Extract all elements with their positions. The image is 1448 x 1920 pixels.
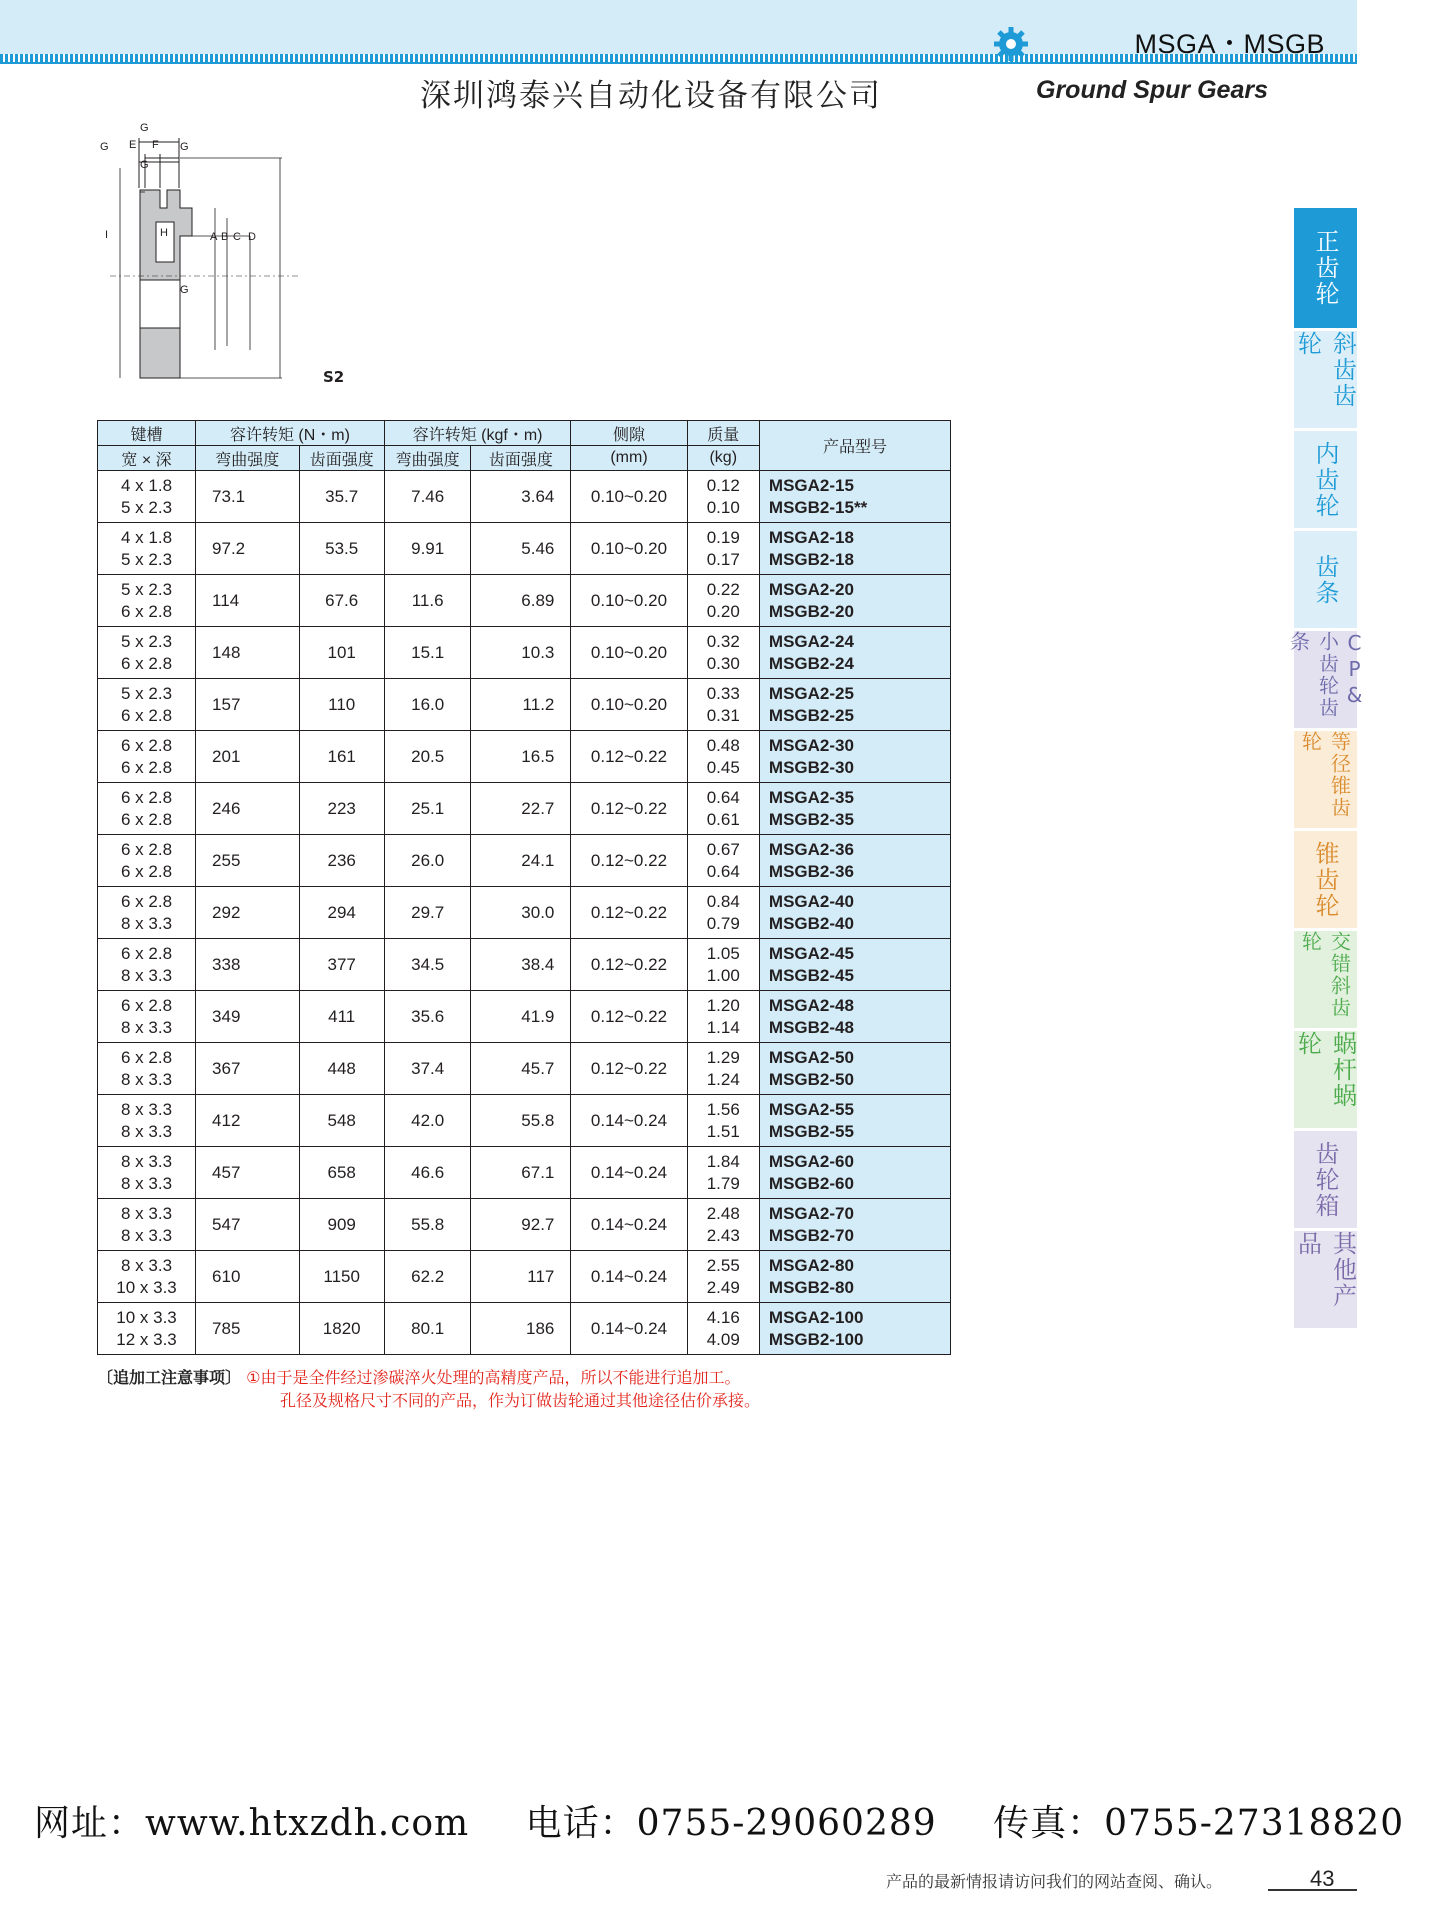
gear-icon <box>993 26 1029 62</box>
torque-kgf-surface: 67.1 <box>471 1147 571 1199</box>
drawing-type-label: S2 <box>323 368 345 386</box>
mass-a: 1.20 <box>706 995 740 1015</box>
part-number-b: MSGB2-25 <box>768 705 854 725</box>
sidebar-tab[interactable] <box>1294 208 1357 328</box>
part-number-b: MSGB2-30 <box>768 757 854 777</box>
keyway-b: 6 x 2.8 <box>121 861 173 881</box>
mass-a: 0.64 <box>706 787 740 807</box>
mass-b: 0.61 <box>706 809 740 829</box>
product-subtitle: Ground Spur Gears <box>1036 76 1268 104</box>
keyway-a: 8 x 3.3 <box>121 1151 173 1171</box>
keyway-b: 5 x 2.3 <box>121 549 173 569</box>
part-number-b: MSGB2-18 <box>768 549 854 569</box>
keyway-b: 8 x 3.3 <box>121 913 173 933</box>
torque-nm-bending: 292 <box>196 887 299 939</box>
torque-kgf-bending: 16.0 <box>384 679 471 731</box>
th-torque-kgf: 容许转矩 (kgf・m) <box>384 421 571 446</box>
sidebar-tab[interactable] <box>1294 531 1357 628</box>
mass-a: 2.55 <box>706 1255 740 1275</box>
mass-b: 0.45 <box>706 757 740 777</box>
torque-nm-bending: 367 <box>196 1043 299 1095</box>
notes-line-2: 孔径及规格尺寸不同的产品，作为订做齿轮通过其他途径估价承接。 <box>280 1391 761 1410</box>
th-part-number: 产品型号 <box>759 421 950 471</box>
mass-b: 0.10 <box>706 497 740 517</box>
torque-nm-bending: 457 <box>196 1147 299 1199</box>
table-row <box>98 471 951 523</box>
table-row <box>98 1251 951 1303</box>
torque-kgf-surface: 5.46 <box>471 523 571 575</box>
torque-nm-bending: 255 <box>196 835 299 887</box>
part-number-b: MSGB2-50 <box>768 1069 854 1089</box>
torque-nm-bending: 785 <box>196 1303 299 1355</box>
backlash: 0.14~0.24 <box>571 1251 687 1303</box>
part-number-a: MSGA2-36 <box>768 839 854 859</box>
notes-label: 〔追加工注意事项〕 <box>97 1368 242 1387</box>
sidebar-tab-label: 内齿轮 <box>1311 440 1339 519</box>
sidebar-tab-label: 等径锥齿轮 <box>1298 731 1352 819</box>
dim-b: B <box>221 231 229 243</box>
torque-kgf-bending: 15.1 <box>384 627 471 679</box>
dim-d: D <box>248 231 256 243</box>
torque-kgf-surface: 10.3 <box>471 627 571 679</box>
th-kgf-surface: 齿面强度 <box>471 446 571 471</box>
torque-kgf-surface: 41.9 <box>471 991 571 1043</box>
torque-nm-bending: 349 <box>196 991 299 1043</box>
torque-kgf-surface: 38.4 <box>471 939 571 991</box>
torque-kgf-bending: 11.6 <box>384 575 471 627</box>
mass-b: 0.20 <box>706 601 740 621</box>
sidebar-tab-label: CP&小齿轮齿条 <box>1286 631 1367 719</box>
part-number-b: MSGB2-60 <box>768 1173 854 1193</box>
mass-a: 1.84 <box>706 1151 740 1171</box>
torque-nm-surface: 101 <box>299 627 384 679</box>
mass-b: 0.17 <box>706 549 740 569</box>
keyway-a: 6 x 2.8 <box>121 943 173 963</box>
th-mass: 质量 <box>687 421 759 446</box>
sidebar-tab-label: 其他产品 <box>1293 1231 1357 1309</box>
part-number-a: MSGA2-30 <box>768 735 854 755</box>
footer-phone: 电话：0755-29060289 <box>525 1803 937 1844</box>
keyway-b: 6 x 2.8 <box>121 705 173 725</box>
torque-kgf-bending: 42.0 <box>384 1095 471 1147</box>
dim-g-top: G <box>140 122 149 134</box>
torque-nm-surface: 67.6 <box>299 575 384 627</box>
torque-nm-surface: 161 <box>299 731 384 783</box>
keyway-a: 4 x 1.8 <box>121 475 173 495</box>
part-number-a: MSGA2-40 <box>768 891 854 911</box>
part-number-a: MSGA2-50 <box>768 1047 854 1067</box>
part-number-a: MSGA2-48 <box>768 995 854 1015</box>
part-number-b: MSGB2-20 <box>768 601 854 621</box>
backlash: 0.14~0.24 <box>571 1199 687 1251</box>
part-number-a: MSGA2-100 <box>768 1307 864 1327</box>
backlash: 0.12~0.22 <box>571 939 687 991</box>
backlash: 0.10~0.20 <box>571 471 687 523</box>
footer-contact <box>34 1795 1448 1846</box>
page-number: 43 <box>1310 1866 1335 1891</box>
torque-nm-surface: 377 <box>299 939 384 991</box>
torque-nm-surface: 448 <box>299 1043 384 1095</box>
machining-notes <box>97 1366 761 1410</box>
keyway-b: 8 x 3.3 <box>121 1069 173 1089</box>
sidebar-tab[interactable] <box>1294 1131 1357 1228</box>
mass-b: 2.49 <box>706 1277 740 1297</box>
spec-table-body <box>98 471 951 1355</box>
mass-a: 0.22 <box>706 579 740 599</box>
keyway-b: 8 x 3.3 <box>121 1017 173 1037</box>
torque-nm-bending: 338 <box>196 939 299 991</box>
dim-g-bore: G <box>180 284 189 296</box>
backlash: 0.10~0.20 <box>571 627 687 679</box>
mass-a: 0.32 <box>706 631 740 651</box>
backlash: 0.14~0.24 <box>571 1303 687 1355</box>
sidebar-tab-label: 蜗杆蜗轮 <box>1293 1031 1357 1109</box>
torque-kgf-surface: 45.7 <box>471 1043 571 1095</box>
torque-nm-bending: 97.2 <box>196 523 299 575</box>
sidebar-tab-label: 交错斜齿轮 <box>1298 931 1352 1019</box>
torque-kgf-surface: 22.7 <box>471 783 571 835</box>
backlash: 0.12~0.22 <box>571 991 687 1043</box>
dim-g-left: G <box>100 141 109 153</box>
table-row <box>98 1095 951 1147</box>
torque-kgf-bending: 80.1 <box>384 1303 471 1355</box>
th-kgf-bending: 弯曲强度 <box>384 446 471 471</box>
mass-b: 0.79 <box>706 913 740 933</box>
mass-a: 1.05 <box>706 943 740 963</box>
mass-b: 1.14 <box>706 1017 740 1037</box>
sidebar-tab[interactable] <box>1294 831 1357 928</box>
header-line <box>0 62 1357 64</box>
mass-b: 1.24 <box>706 1069 740 1089</box>
mass-a: 4.16 <box>706 1307 740 1327</box>
keyway-b: 12 x 3.3 <box>116 1329 177 1349</box>
mass-a: 0.19 <box>706 527 740 547</box>
keyway-b: 6 x 2.8 <box>121 653 173 673</box>
keyway-a: 8 x 3.3 <box>121 1255 173 1275</box>
keyway-a: 4 x 1.8 <box>121 527 173 547</box>
footer-fax: 传真：0755-27318820 <box>993 1803 1405 1844</box>
torque-kgf-surface: 30.0 <box>471 887 571 939</box>
part-number-a: MSGA2-70 <box>768 1203 854 1223</box>
th-keyway: 键槽 <box>98 421 196 446</box>
mass-b: 2.43 <box>706 1225 740 1245</box>
mass-b: 4.09 <box>706 1329 740 1349</box>
mass-a: 0.33 <box>706 683 740 703</box>
table-row <box>98 887 951 939</box>
torque-kgf-bending: 55.8 <box>384 1199 471 1251</box>
keyway-b: 8 x 3.3 <box>121 965 173 985</box>
company-name: 深圳鸿泰兴自动化设备有限公司 <box>420 78 882 114</box>
keyway-a: 5 x 2.3 <box>121 579 173 599</box>
torque-kgf-bending: 37.4 <box>384 1043 471 1095</box>
table-row <box>98 1303 951 1355</box>
torque-kgf-surface: 3.64 <box>471 471 571 523</box>
torque-nm-bending: 148 <box>196 627 299 679</box>
part-number-b: MSGB2-45 <box>768 965 854 985</box>
keyway-b: 6 x 2.8 <box>121 809 173 829</box>
series-title: MSGA・MSGB <box>1134 29 1325 59</box>
torque-kgf-surface: 6.89 <box>471 575 571 627</box>
keyway-a: 6 x 2.8 <box>121 1047 173 1067</box>
part-number-b: MSGB2-80 <box>768 1277 854 1297</box>
keyway-b: 5 x 2.3 <box>121 497 173 517</box>
notes-line-1: ①由于是全件经过渗碳淬火处理的高精度产品，所以不能进行追加工。 <box>246 1368 741 1387</box>
dim-h: H <box>160 227 168 239</box>
part-number-b: MSGB2-100 <box>768 1329 864 1349</box>
part-number-a: MSGA2-55 <box>768 1099 854 1119</box>
torque-nm-surface: 35.7 <box>299 471 384 523</box>
th-torque-nm: 容许转矩 (N・m) <box>196 421 385 446</box>
dim-g-mid: G <box>140 159 149 171</box>
keyway-a: 8 x 3.3 <box>121 1203 173 1223</box>
sidebar-tab[interactable] <box>1294 1231 1357 1328</box>
torque-nm-bending: 157 <box>196 679 299 731</box>
torque-kgf-surface: 16.5 <box>471 731 571 783</box>
mass-b: 0.64 <box>706 861 740 881</box>
torque-nm-bending: 114 <box>196 575 299 627</box>
torque-kgf-bending: 7.46 <box>384 471 471 523</box>
table-row <box>98 991 951 1043</box>
th-nm-bending: 弯曲强度 <box>196 446 299 471</box>
th-width-depth: 宽 × 深 <box>98 446 196 471</box>
keyway-a: 6 x 2.8 <box>121 891 173 911</box>
torque-nm-surface: 411 <box>299 991 384 1043</box>
sidebar-tab-label: 齿轮箱 <box>1311 1140 1339 1219</box>
sidebar-tab[interactable] <box>1294 931 1357 1028</box>
table-row <box>98 679 951 731</box>
table-row <box>98 783 951 835</box>
torque-nm-surface: 909 <box>299 1199 384 1251</box>
sidebar-tab[interactable] <box>1294 431 1357 528</box>
mass-a: 0.84 <box>706 891 740 911</box>
sidebar-tab[interactable] <box>1294 731 1357 828</box>
mass-b: 1.51 <box>706 1121 740 1141</box>
keyway-b: 6 x 2.8 <box>121 601 173 621</box>
mass-b: 0.31 <box>706 705 740 725</box>
keyway-a: 6 x 2.8 <box>121 995 173 1015</box>
footer-note: 产品的最新情报请访问我们的网站查阅、确认。 <box>886 1872 1223 1891</box>
sidebar-tab[interactable] <box>1294 331 1357 428</box>
part-number-b: MSGB2-15** <box>768 497 868 517</box>
sidebar-tab-label: 锥齿轮 <box>1311 840 1339 919</box>
spec-table <box>97 420 951 1355</box>
torque-kgf-surface: 24.1 <box>471 835 571 887</box>
backlash: 0.12~0.22 <box>571 1043 687 1095</box>
backlash: 0.14~0.24 <box>571 1147 687 1199</box>
keyway-a: 6 x 2.8 <box>121 735 173 755</box>
part-number-a: MSGA2-24 <box>768 631 854 651</box>
part-number-b: MSGB2-55 <box>768 1121 854 1141</box>
backlash: 0.12~0.22 <box>571 731 687 783</box>
part-number-b: MSGB2-40 <box>768 913 854 933</box>
table-row <box>98 835 951 887</box>
part-number-b: MSGB2-48 <box>768 1017 854 1037</box>
mass-a: 0.12 <box>706 475 740 495</box>
mass-a: 1.29 <box>706 1047 740 1067</box>
keyway-a: 10 x 3.3 <box>116 1307 177 1327</box>
table-row <box>98 939 951 991</box>
mass-b: 1.79 <box>706 1173 740 1193</box>
backlash: 0.10~0.20 <box>571 523 687 575</box>
part-number-a: MSGA2-15 <box>768 475 854 495</box>
torque-nm-surface: 110 <box>299 679 384 731</box>
sidebar-tab[interactable] <box>1286 631 1367 728</box>
mass-a: 0.67 <box>706 839 740 859</box>
torque-nm-surface: 1150 <box>299 1251 384 1303</box>
torque-kgf-bending: 35.6 <box>384 991 471 1043</box>
torque-kgf-surface: 11.2 <box>471 679 571 731</box>
backlash: 0.12~0.22 <box>571 783 687 835</box>
part-number-a: MSGA2-45 <box>768 943 854 963</box>
torque-kgf-bending: 46.6 <box>384 1147 471 1199</box>
part-number-a: MSGA2-20 <box>768 579 854 599</box>
keyway-b: 8 x 3.3 <box>121 1121 173 1141</box>
torque-kgf-bending: 9.91 <box>384 523 471 575</box>
torque-kgf-surface: 55.8 <box>471 1095 571 1147</box>
mass-b: 0.30 <box>706 653 740 673</box>
footer-website[interactable]: 网址：www.htxzdh.com <box>34 1803 470 1844</box>
sidebar-tab[interactable] <box>1294 1031 1357 1128</box>
backlash: 0.10~0.20 <box>571 575 687 627</box>
part-number-a: MSGA2-80 <box>768 1255 854 1275</box>
table-row <box>98 523 951 575</box>
dim-i: I <box>105 229 109 241</box>
sidebar-tab-label: 齿条 <box>1311 553 1339 606</box>
th-backlash: 侧隙 <box>571 421 687 446</box>
torque-kgf-surface: 92.7 <box>471 1199 571 1251</box>
torque-kgf-bending: 34.5 <box>384 939 471 991</box>
category-sidebar <box>1286 208 1367 1331</box>
mass-a: 0.48 <box>706 735 740 755</box>
dim-f: F <box>152 139 159 151</box>
th-nm-surface: 齿面强度 <box>299 446 384 471</box>
backlash: 0.12~0.22 <box>571 835 687 887</box>
part-number-a: MSGA2-25 <box>768 683 854 703</box>
torque-nm-surface: 236 <box>299 835 384 887</box>
table-row <box>98 627 951 679</box>
part-number-b: MSGB2-70 <box>768 1225 854 1245</box>
torque-kgf-bending: 20.5 <box>384 731 471 783</box>
torque-kgf-bending: 29.7 <box>384 887 471 939</box>
sidebar-tab-label: 正齿轮 <box>1311 229 1339 307</box>
torque-nm-surface: 548 <box>299 1095 384 1147</box>
th-backlash-unit: (mm) <box>571 446 687 471</box>
torque-nm-surface: 223 <box>299 783 384 835</box>
table-row <box>98 731 951 783</box>
keyway-b: 8 x 3.3 <box>121 1173 173 1193</box>
dim-g-right: G <box>180 141 189 153</box>
dim-c: C <box>233 231 241 243</box>
keyway-a: 6 x 2.8 <box>121 787 173 807</box>
keyway-b: 6 x 2.8 <box>121 757 173 777</box>
table-row <box>98 1199 951 1251</box>
mass-b: 1.00 <box>706 965 740 985</box>
backlash: 0.10~0.20 <box>571 679 687 731</box>
torque-nm-bending: 73.1 <box>196 471 299 523</box>
keyway-a: 5 x 2.3 <box>121 683 173 703</box>
dim-e: E <box>129 139 137 151</box>
dim-a: A <box>210 231 218 243</box>
torque-nm-surface: 658 <box>299 1147 384 1199</box>
th-mass-unit: (kg) <box>687 446 759 471</box>
torque-nm-surface: 1820 <box>299 1303 384 1355</box>
torque-kgf-bending: 25.1 <box>384 783 471 835</box>
sidebar-tab-label: 斜齿齿轮 <box>1293 331 1357 409</box>
keyway-a: 6 x 2.8 <box>121 839 173 859</box>
part-number-b: MSGB2-36 <box>768 861 854 881</box>
torque-kgf-bending: 62.2 <box>384 1251 471 1303</box>
part-number-b: MSGB2-35 <box>768 809 854 829</box>
torque-kgf-bending: 26.0 <box>384 835 471 887</box>
mass-a: 2.48 <box>706 1203 740 1223</box>
torque-nm-bending: 201 <box>196 731 299 783</box>
backlash: 0.12~0.22 <box>571 887 687 939</box>
torque-nm-surface: 53.5 <box>299 523 384 575</box>
table-row <box>98 1043 951 1095</box>
torque-nm-bending: 547 <box>196 1199 299 1251</box>
gear-section-drawing <box>100 118 320 388</box>
mass-a: 1.56 <box>706 1099 740 1119</box>
torque-nm-bending: 412 <box>196 1095 299 1147</box>
part-number-b: MSGB2-24 <box>768 653 854 673</box>
torque-nm-bending: 610 <box>196 1251 299 1303</box>
torque-kgf-surface: 186 <box>471 1303 571 1355</box>
keyway-a: 5 x 2.3 <box>121 631 173 651</box>
part-number-a: MSGA2-18 <box>768 527 854 547</box>
table-row <box>98 575 951 627</box>
keyway-b: 10 x 3.3 <box>116 1277 177 1297</box>
torque-nm-surface: 294 <box>299 887 384 939</box>
torque-nm-bending: 246 <box>196 783 299 835</box>
backlash: 0.14~0.24 <box>571 1095 687 1147</box>
keyway-a: 8 x 3.3 <box>121 1099 173 1119</box>
torque-kgf-surface: 117 <box>471 1251 571 1303</box>
table-row <box>98 1147 951 1199</box>
keyway-b: 8 x 3.3 <box>121 1225 173 1245</box>
part-number-a: MSGA2-60 <box>768 1151 854 1171</box>
part-number-a: MSGA2-35 <box>768 787 854 807</box>
